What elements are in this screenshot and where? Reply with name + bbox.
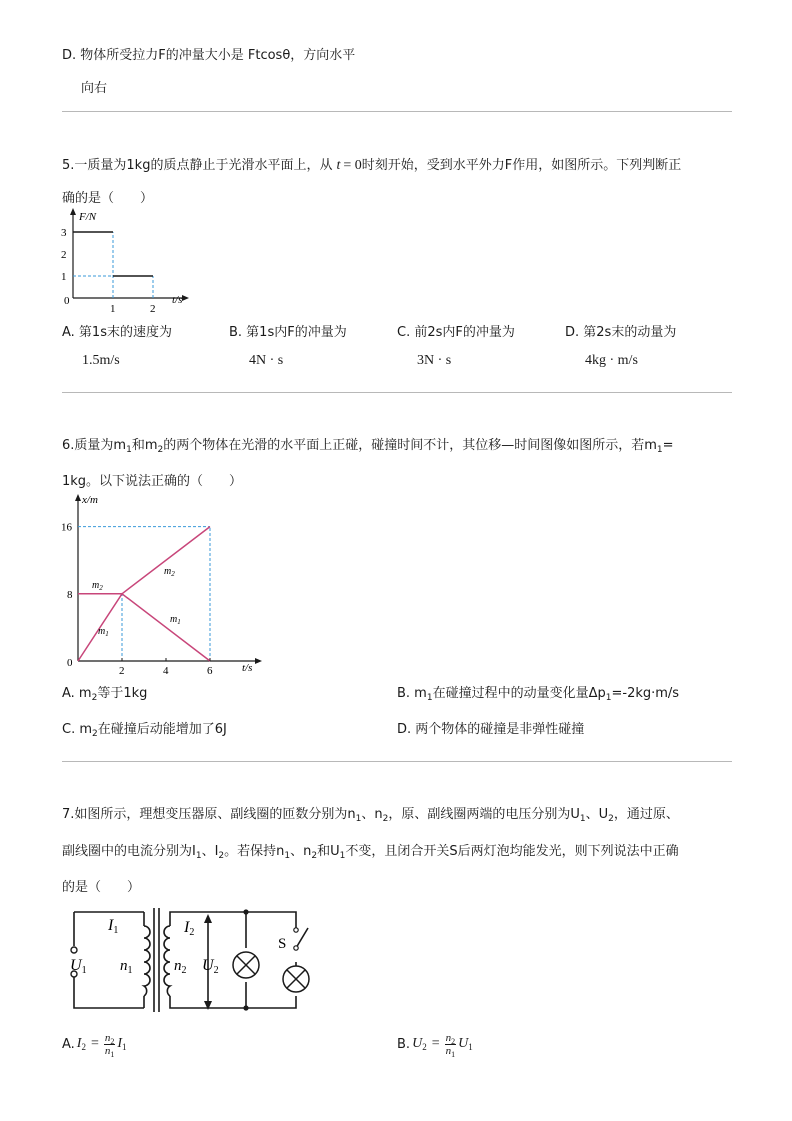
- q6-y-tick-label: 16: [61, 521, 72, 534]
- i2-arrow-icon: [204, 914, 212, 923]
- q6-y-axis-arrow-icon: [75, 494, 81, 501]
- q5-y-tick-label: 3: [61, 227, 67, 239]
- q5-guides: [73, 232, 153, 298]
- q6-label-m2-right: $m_2$: [164, 566, 175, 578]
- q5-option-c-value: 3N · s: [417, 353, 452, 368]
- q5-y-tick-label: 1: [61, 271, 67, 283]
- q5-option-b-value: 4N · s: [249, 353, 284, 368]
- q5-stem-text: 5.一质量为1kg的质点静止于光滑水平面上，从: [62, 158, 333, 173]
- q5-x-tick-label: 1: [110, 303, 116, 312]
- transformer-core: [154, 908, 159, 1012]
- fraction: $\frac{n_2}{n_1}$: [104, 1031, 115, 1059]
- q7-stem-line3: 的是（ ）: [62, 880, 141, 895]
- q5-series: [73, 232, 153, 276]
- q6-option-b[interactable]: B. $m_1$在碰撞过程中的动量变化量$\Delta p_1=-2kg\cdot m/s$: [397, 686, 680, 703]
- q5-xlabel: t/s: [172, 294, 183, 306]
- divider: [62, 111, 732, 112]
- q5-x-tick-label: 2: [150, 303, 156, 312]
- secondary-coil-icon: [164, 926, 170, 996]
- q6-x-tick-label: 6: [207, 665, 213, 674]
- label-n1: $n_1$: [120, 958, 133, 976]
- q6-label-m2-left: $m_2$: [92, 580, 103, 592]
- label-n2: $n_2$: [174, 958, 187, 976]
- q6-xlabel: t/s: [242, 662, 253, 674]
- q4-option-d: D. 物体所受拉力F的冲量大小是 Ftcosθ，方向水平: [62, 48, 356, 63]
- q5-option-a[interactable]: A. 第1s末的速度为: [62, 325, 172, 340]
- q6-stem-line2: 1kg。以下说法正确的（ ）: [62, 474, 243, 489]
- q5-ylabel: F/N: [79, 211, 97, 223]
- q5-option-c[interactable]: C. 前2s内F的冲量为: [397, 325, 515, 340]
- q6-origin-label: 0: [67, 657, 73, 669]
- q7-stem-line2: 副线圈中的电流分别为$I_1$、$I_2$。若保持$n_1$、$n_2$和$U_1$不变，且闭合开关S后两灯泡均能发光，则下列说法中正确: [62, 844, 679, 861]
- q7-transformer-circuit: [62, 904, 328, 1016]
- q5-stem-t: t: [336, 158, 341, 173]
- label-u1: U1: [70, 957, 87, 976]
- q6-label-m1-right: $m_1$: [170, 614, 181, 626]
- q5-ticks: [61, 227, 156, 312]
- q5-force-time-graph: [58, 206, 198, 312]
- q5-x-axis-arrow-icon: [182, 295, 189, 301]
- q5-option-d-value: 4kg · m/s: [585, 353, 638, 368]
- q6-option-d[interactable]: D. 两个物体的碰撞是非弹性碰撞: [397, 722, 585, 737]
- q6-displacement-time-graph: [56, 490, 270, 674]
- q5-y-tick-label: 2: [61, 249, 67, 261]
- label-switch: S: [278, 936, 287, 952]
- q5-option-b[interactable]: B. 第1s内F的冲量为: [229, 325, 347, 340]
- label-i1: I1: [108, 917, 119, 936]
- divider: [62, 761, 732, 762]
- q6-x-axis-arrow-icon: [255, 658, 262, 664]
- q6-option-a[interactable]: A. $m_2$等于1kg: [62, 686, 148, 703]
- q5-stem-eq: = 0: [343, 158, 362, 173]
- fraction: $\frac{n_2}{n_1}$: [445, 1031, 456, 1059]
- divider: [62, 392, 732, 393]
- q5-option-d[interactable]: D. 第2s末的动量为: [565, 325, 677, 340]
- q7-option-a[interactable]: A. $I_2$ = $\frac{n_2}{n_1}$ $I_1$: [62, 1031, 127, 1059]
- q5-stem-line1: [62, 154, 681, 174]
- lamp-1-icon: [233, 952, 259, 978]
- q5-y-axis-arrow-icon: [70, 208, 76, 215]
- q7-option-b[interactable]: B. $U_2$ = $\frac{n_2}{n_1}$ $U_1$: [397, 1031, 473, 1059]
- label-u2: U2: [202, 957, 219, 976]
- q6-x-tick-label: 4: [163, 665, 169, 674]
- q7-stem-line1: 7.如图所示，理想变压器原、副线圈的匝数分别为$n_1$、$n_2$，原、副线圈两端的电压分别为$U_1$、$U_2$，通过原、: [62, 807, 679, 824]
- q5-stem-text-post: 时刻开始，受到水平外力F作用，如图所示。下列判断正: [361, 158, 682, 173]
- primary-coil-icon: [144, 926, 150, 996]
- q5-origin-label: 0: [64, 295, 70, 307]
- terminal-top: [71, 947, 77, 953]
- q6-y-tick-label: 8: [67, 588, 73, 601]
- q6-axes: [75, 494, 262, 664]
- q5-option-a-value: 1.5m/s: [82, 353, 120, 368]
- q6-option-c[interactable]: C. $m_2$在碰撞后动能增加了6J: [62, 722, 227, 739]
- q4-option-d-continued: 向右: [81, 81, 108, 96]
- q6-x-tick-label: 2: [119, 665, 125, 674]
- q6-stem-line1: 6.质量为$m_1$和$m_2$的两个物体在光滑的水平面上正碰，碰撞时间不计，其位移—时间图像如图所示，若$m_1=$: [62, 438, 674, 455]
- label-i2: I2: [184, 919, 195, 938]
- q6-label-m1-left: $m_1$: [98, 626, 109, 638]
- lamp-2-icon: [283, 966, 309, 992]
- q5-stem-line2: 确的是（ ）: [62, 191, 154, 206]
- q6-series: [78, 527, 210, 661]
- q6-ylabel: x/m: [82, 494, 98, 506]
